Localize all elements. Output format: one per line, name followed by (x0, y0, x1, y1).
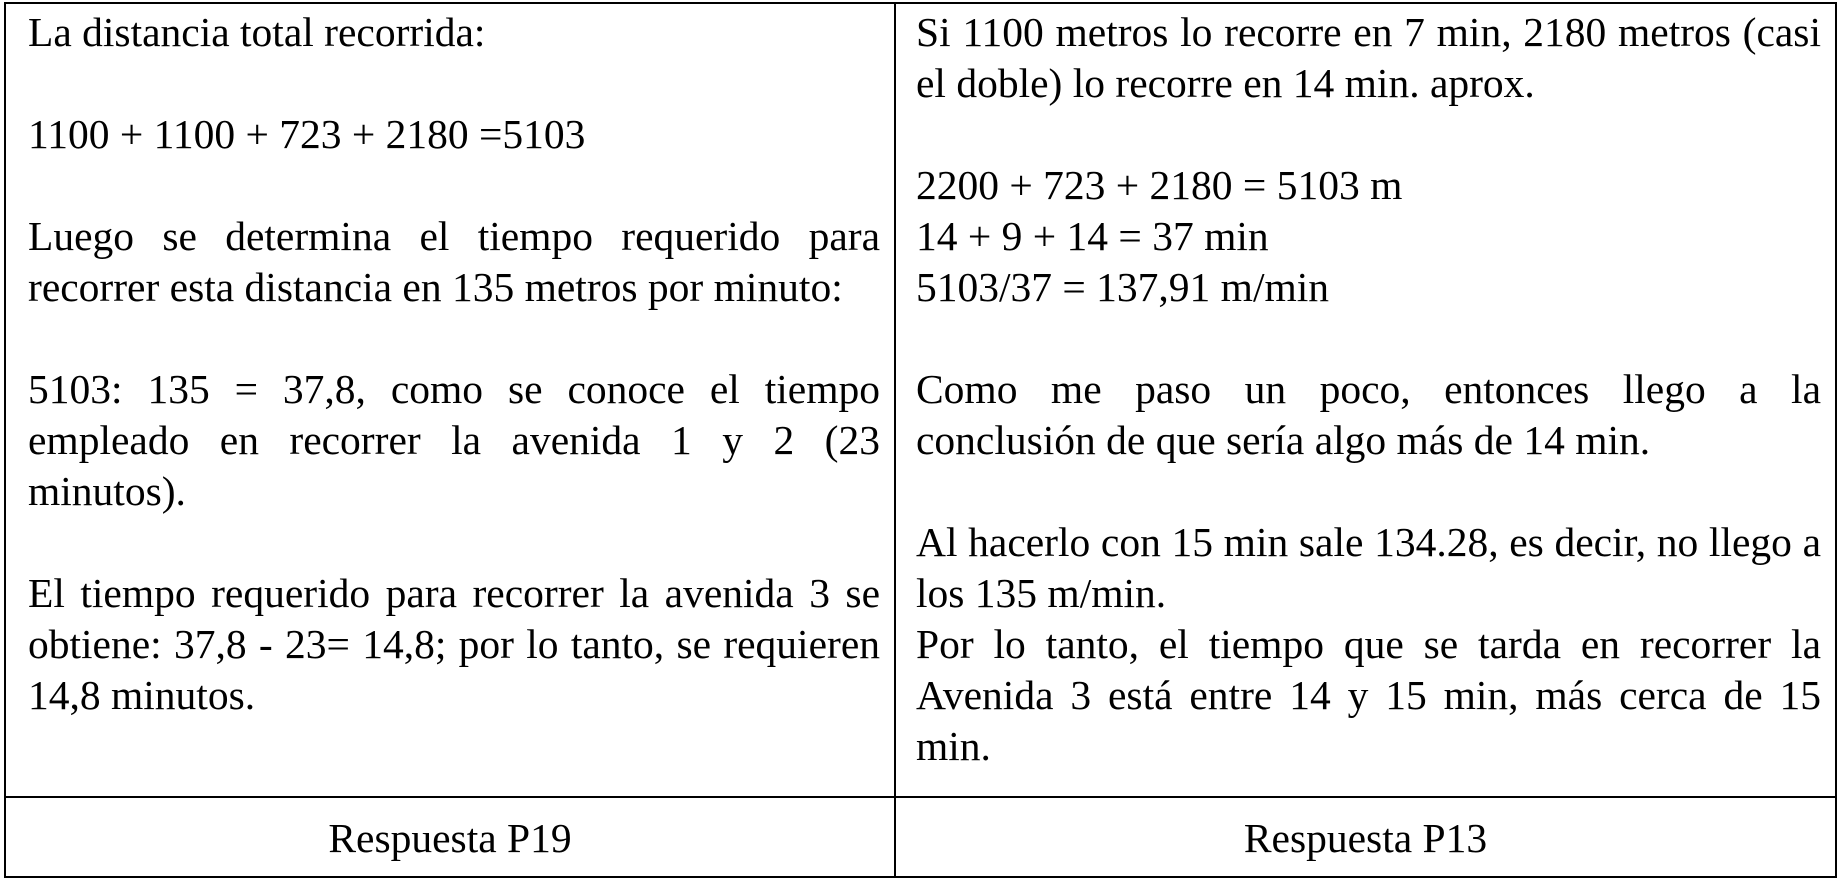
footer-label-p13: Respuesta P13 (1243, 815, 1488, 861)
answer-p13-cell (916, 7, 1821, 772)
p13-paragraph-1: Si 1100 metros lo recorre en 7 min, 2180 metros (casi el doble) lo recorre en 14 min. aprox. (916, 9, 1821, 106)
p13-paragraph-4: Al hacerlo con 15 min sale 134.28, es decir, no llego a los 135 m/min. (916, 519, 1821, 616)
p19-paragraph-3: Luego se determina el tiempo requerido para recorrer esta distancia en 135 metros por minuto: (28, 213, 880, 310)
p13-paragraph-5: Por lo tanto, el tiempo que se tarda en recorrer la Avenida 3 está entre 14 y 15 min, más cerca de 15 min. (916, 621, 1821, 769)
p13-equation-1: 2200 + 723 + 2180 = 5103 m (916, 162, 1403, 208)
p19-paragraph-2: 1100 + 1100 + 723 + 2180 =5103 (28, 111, 586, 157)
footer-label-p19: Respuesta P19 (328, 815, 572, 861)
p13-equation-3: 5103/37 = 137,91 m/min (916, 264, 1330, 310)
answers-table (4, 2, 1837, 878)
p13-equation-2: 14 + 9 + 14 = 37 min (916, 213, 1269, 259)
p19-paragraph-1: La distancia total recorrida: (28, 9, 486, 55)
column-divider (894, 4, 896, 876)
p19-paragraph-4: 5103: 135 = 37,8, como se conoce el tiempo empleado en recorrer la avenida 1 y 2 (23 minutos). (28, 366, 880, 514)
p19-paragraph-5: El tiempo requerido para recorrer la avenida 3 se obtiene: 37,8 - 23= 14,8; por lo tanto, se requieren 14,8 minutos. (28, 570, 880, 718)
p13-paragraph-3: Como me paso un poco, entonces llego a la conclusión de que sería algo más de 14 min. (916, 366, 1821, 463)
answer-p19-cell (28, 7, 880, 721)
